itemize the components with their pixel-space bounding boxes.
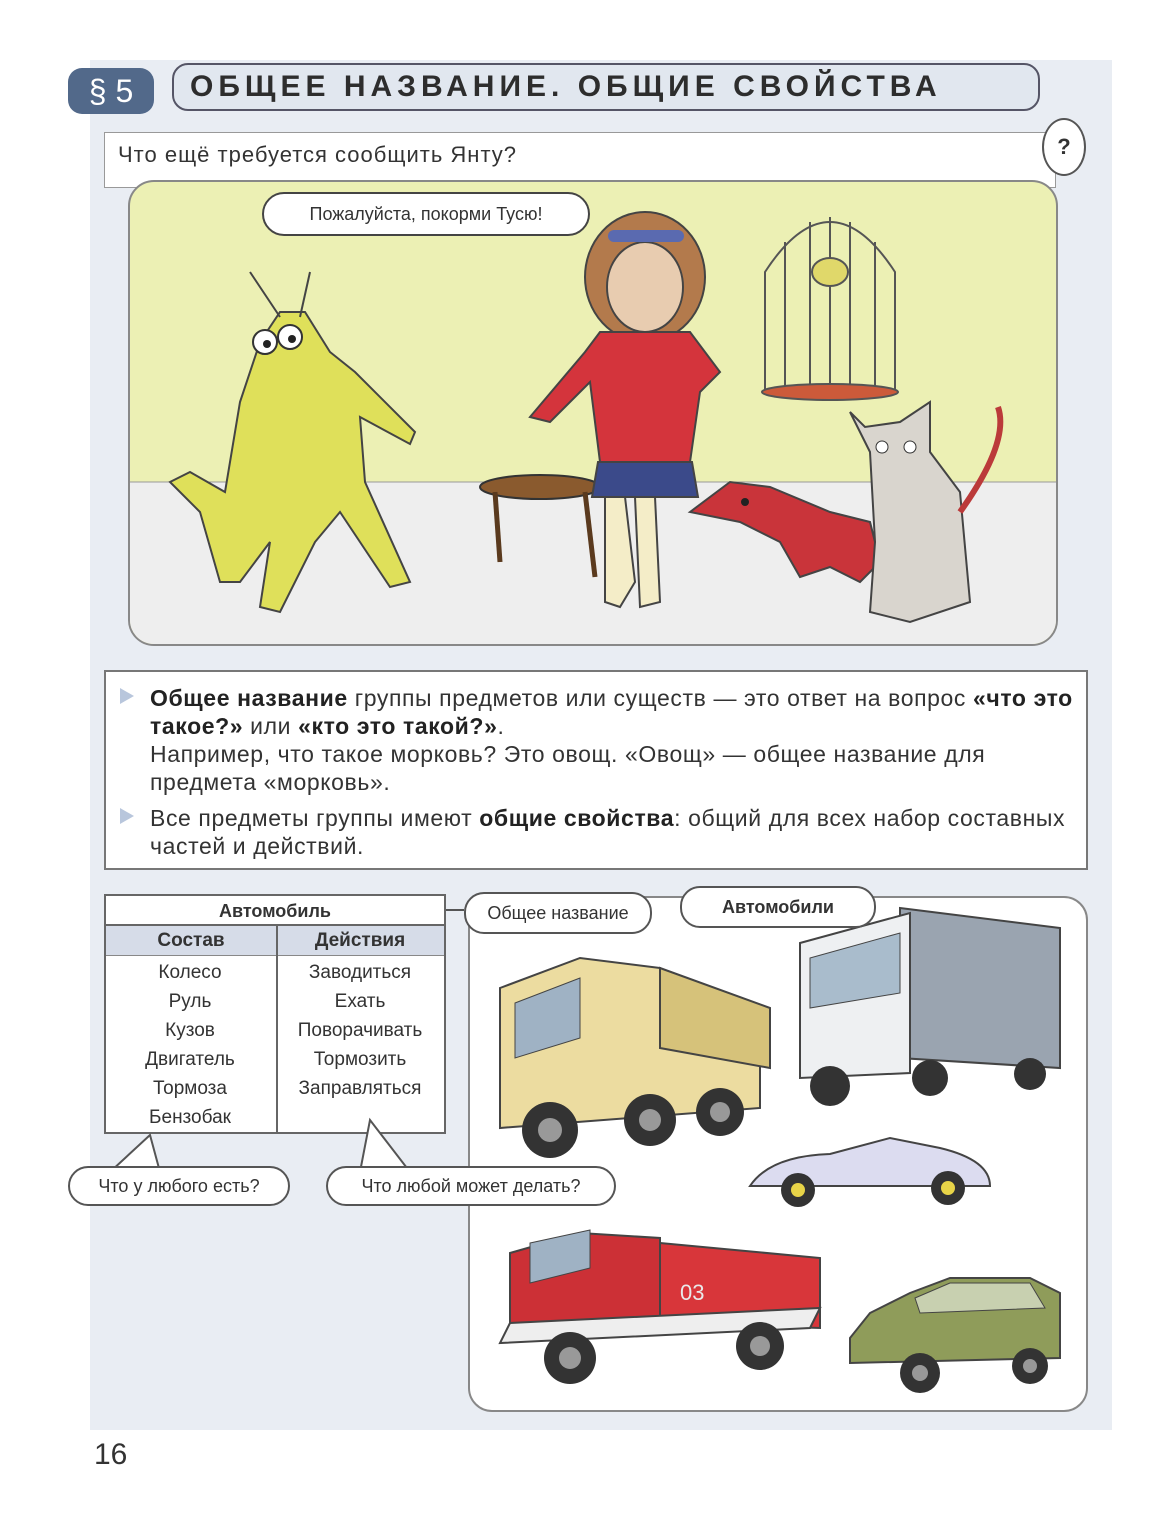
table-title: Автомобиль <box>106 896 444 926</box>
cars-drawing <box>470 898 1088 1412</box>
action-cell: Ехать <box>334 991 386 1012</box>
sports-car <box>750 1138 990 1207</box>
suv <box>850 1278 1060 1393</box>
fire-truck-number: 03 <box>680 1280 705 1305</box>
action-cell: Поворачивать <box>297 1020 423 1041</box>
table-header-composition: Состав <box>106 926 276 956</box>
composition-cell: Колесо <box>158 962 222 983</box>
cars-panel <box>468 896 1088 1412</box>
rule-example: Например, что такое морковь? Это овощ. «Овощ» — общее название для предмета «морковь». <box>150 741 986 795</box>
section-title: ОБЩЕЕ НАЗВАНИЕ. ОБЩИЕ СВОЙСТВА <box>190 70 942 103</box>
rule-text: группы предметов или существ — это ответ на вопрос <box>347 685 974 711</box>
composition-cell: Кузов <box>165 1020 215 1041</box>
rule-text: . <box>497 713 505 739</box>
composition-cell: Бензобак <box>149 1107 231 1128</box>
table-header-actions: Действия <box>276 926 444 956</box>
action-cell: Заводиться <box>308 962 412 983</box>
term-common-name: Общее название <box>150 685 348 711</box>
rule-text: или <box>243 713 299 739</box>
fire-truck <box>500 1230 820 1384</box>
rule-text: : общий для всех набор составных частей и действий. <box>150 805 1066 859</box>
question-who: «кто это такой?» <box>298 713 498 739</box>
dump-truck <box>500 958 770 1158</box>
section-badge: § 5 <box>68 68 154 114</box>
has-question-bubble: Что у любого есть? <box>68 1166 290 1206</box>
page-number: 16 <box>94 1438 128 1471</box>
group-name-bubble: Автомобили <box>680 886 876 928</box>
composition-cell: Двигатель <box>145 1049 235 1070</box>
can-do-question-bubble: Что любой может делать? <box>326 1166 616 1206</box>
term-common-properties: общие свойства <box>479 805 675 831</box>
semi-truck <box>800 908 1060 1106</box>
speech-bubble: Пожалуйста, покорми Тусю! <box>262 192 590 236</box>
common-name-bubble: Общее название <box>464 892 652 934</box>
question-what: «что это такое?» <box>150 685 1073 739</box>
composition-cell: Тормоза <box>153 1078 227 1099</box>
rule-text: Все предметы группы имеют <box>150 805 480 831</box>
composition-cell: Руль <box>168 991 212 1012</box>
question-text: Что ещё требуется сообщить Янту? <box>118 142 518 167</box>
action-cell: Заправляться <box>298 1078 422 1099</box>
question-mark-icon: ? <box>1042 118 1086 176</box>
action-cell: Тормозить <box>313 1049 407 1070</box>
